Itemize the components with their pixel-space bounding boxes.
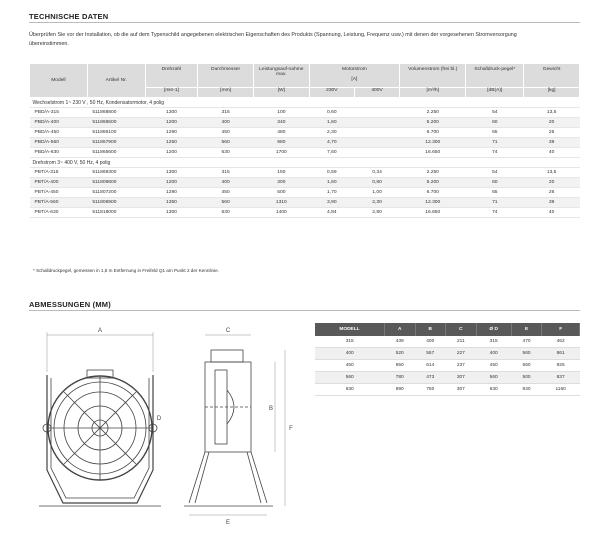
table-row (315, 360, 580, 372)
footnote: * Schalldruckpegel, gemessen in 1,5 m Entfernung in Freifeld Q1 am Punkt 2 der Kennlinie. (33, 268, 219, 273)
spec-cell: 1200 (145, 178, 198, 188)
dimensions-table (315, 323, 580, 396)
tech-data-title: TECHNISCHE DATEN (29, 12, 109, 21)
table-row (30, 168, 580, 178)
th-power-unit: [W] (253, 88, 309, 98)
th-volume: Volumenstrom (frei bl.) (400, 64, 466, 88)
th-speed: Drehzahl (145, 64, 198, 88)
spec-cell: 560 (198, 138, 254, 148)
spec-cell: 300 (253, 178, 309, 188)
spec-cell: 1290 (145, 188, 198, 198)
spec-cell: 511869600 (87, 118, 145, 128)
th-230v: 230V (309, 88, 354, 98)
dimensions-title: ABMESSUNGEN (MM) (29, 300, 111, 309)
dim-cell: 315 (476, 336, 511, 348)
spec-cell: 511806900 (87, 198, 145, 208)
spec-cell: 40 (524, 208, 580, 218)
dim-cell: 400 (315, 348, 384, 360)
table-row (315, 384, 580, 396)
spec-cell: 60 (466, 178, 524, 188)
dim-cell: 750 (415, 384, 446, 396)
spec-cell: 400 (198, 118, 254, 128)
dim-cell: 890 (384, 384, 415, 396)
dim-cell: 560 (476, 372, 511, 384)
spec-cell (354, 128, 399, 138)
spec-cell (354, 108, 399, 118)
spec-cell: 65 (466, 188, 524, 198)
dim-cell: 861 (542, 348, 580, 360)
spec-cell: 0,80 (354, 178, 399, 188)
spec-cell: 20 (524, 178, 580, 188)
spec-cell: 12.300 (400, 138, 466, 148)
dim-cell: 227 (446, 348, 477, 360)
dim-cell: 473 (415, 372, 446, 384)
dim-cell: 450 (476, 360, 511, 372)
spec-cell: 3,90 (309, 198, 354, 208)
spec-cell: 1300 (145, 168, 198, 178)
dim-cell: 500 (511, 372, 542, 384)
spec-cell (354, 148, 399, 158)
th-weight: Gewicht (524, 64, 580, 88)
th-current-label: Motorstrom (342, 67, 367, 72)
spec-cell: 74 (466, 208, 524, 218)
dim-cell: 470 (511, 336, 542, 348)
spec-cell: 5.200 (400, 178, 466, 188)
dim-cell: 837 (542, 372, 580, 384)
spec-cell: 511886100 (87, 128, 145, 138)
table-row (30, 148, 580, 158)
table-row (30, 108, 580, 118)
spec-cell: PBD/A-630 (30, 148, 88, 158)
table-row (315, 336, 580, 348)
spec-cell: 480 (253, 128, 309, 138)
spec-cell: 7,60 (309, 148, 354, 158)
dim-cell: 400 (415, 336, 446, 348)
spec-cell: PBT/A-315 (30, 168, 88, 178)
dim-cell: 630 (476, 384, 511, 396)
spec-cell: 511869300 (87, 168, 145, 178)
spec-cell: 4,70 (309, 138, 354, 148)
spec-cell: 1400 (253, 208, 309, 218)
spec-cell: 13,5 (524, 108, 580, 118)
dim-cell: 450 (315, 360, 384, 372)
dim-cell: 560 (511, 348, 542, 360)
spec-cell: PBD/A-315 (30, 108, 88, 118)
dim-cell: 315 (315, 336, 384, 348)
table-row (315, 348, 580, 360)
spec-cell: 5.200 (400, 118, 466, 128)
spec-cell: 450 (198, 188, 254, 198)
dim-header-cell: B (415, 323, 446, 336)
spec-cell: 1,60 (309, 118, 354, 128)
spec-cell (354, 118, 399, 128)
dim-cell: 307 (446, 372, 477, 384)
spec-cell: 2,30 (354, 198, 399, 208)
dim-cell: 439 (384, 336, 415, 348)
spec-cell: PBT/A-450 (30, 188, 88, 198)
spec-cell: 1,60 (309, 178, 354, 188)
spec-cell: 1310 (253, 198, 309, 208)
dim-header-cell: C (446, 323, 477, 336)
dim-cell: 560 (511, 360, 542, 372)
spec-cell: 315 (198, 108, 254, 118)
spec-cell: 6.700 (400, 188, 466, 198)
spec-cell: 511807200 (87, 188, 145, 198)
dim-cell: 650 (384, 360, 415, 372)
spec-cell: PBD/A-450 (30, 128, 88, 138)
th-weight-unit: [kg] (524, 88, 580, 98)
th-current-unit: [A] (351, 77, 358, 82)
table-row (30, 138, 580, 148)
dim-cell: 614 (415, 360, 446, 372)
spec-cell: 0,34 (354, 168, 399, 178)
spec-cell: 511865600 (87, 148, 145, 158)
spec-cell: 1700 (253, 148, 309, 158)
dim-cell: 237 (446, 360, 477, 372)
th-400v: 400V (354, 88, 399, 98)
table-row (30, 178, 580, 188)
dim-cell: 925 (542, 360, 580, 372)
spec-cell: 40 (524, 148, 580, 158)
th-noise: Schalldruck-pegel* (466, 64, 524, 88)
spec-cell: PBD/A-400 (30, 118, 88, 128)
th-model: Modell (30, 64, 88, 98)
dim-label-f: F (289, 426, 293, 432)
spec-cell: 500 (253, 188, 309, 198)
dim-header-cell: F (542, 323, 580, 336)
th-diameter-unit: [mm] (198, 88, 254, 98)
spec-cell: 511818000 (87, 208, 145, 218)
dim-label-c: C (225, 328, 231, 334)
spec-cell: 630 (198, 148, 254, 158)
spec-cell: 630 (198, 208, 254, 218)
spec-cell: 26 (524, 188, 580, 198)
dim-cell: 630 (315, 384, 384, 396)
dim-cell: 462 (542, 336, 580, 348)
spec-cell: 2.250 (400, 168, 466, 178)
spec-cell: 2,80 (354, 208, 399, 218)
dim-cell: 1160 (542, 384, 580, 396)
table-row (30, 128, 580, 138)
spec-cell (354, 138, 399, 148)
dim-cell: 560 (315, 372, 384, 384)
dim-label-a: A (97, 328, 103, 334)
dim-header-cell: E (511, 323, 542, 336)
spec-cell: 315 (198, 168, 254, 178)
spec-cell: PBD/A-560 (30, 138, 88, 148)
spec-cell: 26 (524, 128, 580, 138)
spec-cell: 74 (466, 148, 524, 158)
spec-cell: 16.650 (400, 148, 466, 158)
th-noise-unit: [dB(A)] (466, 88, 524, 98)
dim-header-cell: Ø D (476, 323, 511, 336)
spec-cell: 100 (253, 108, 309, 118)
spec-cell: 54 (466, 168, 524, 178)
spec-cell: 60 (466, 118, 524, 128)
th-article: Artikel Nr. (87, 64, 145, 98)
spec-cell: 1300 (145, 108, 198, 118)
dim-cell: 840 (511, 384, 542, 396)
intro-text: Überprüfen Sie vor der Installation, ob die auf dem Typenschild angegebenen elektrischen Eigenschaften des Produkts (Spannung, Leistung, Frequenz usw.) mit denen der vorgesehenen Stromversorgung übereinstimmen. (29, 32, 517, 47)
spec-cell: 0,59 (309, 168, 354, 178)
spec-cell: 150 (253, 168, 309, 178)
th-diameter: Durchmesser (198, 64, 254, 88)
spec-cell: 12.300 (400, 198, 466, 208)
spec-cell: 65 (466, 128, 524, 138)
spec-cell: 1200 (145, 118, 198, 128)
spec-cell: 4,84 (309, 208, 354, 218)
spec-cell: 400 (198, 178, 254, 188)
spec-cell: 1200 (145, 148, 198, 158)
tech-title-rule (29, 22, 580, 23)
spec-cell: PBT/A-400 (30, 178, 88, 188)
table-row (30, 198, 580, 208)
spec-cell: 1,70 (309, 188, 354, 198)
spec-cell: 1,00 (354, 188, 399, 198)
spec-cell: 340 (253, 118, 309, 128)
spec-cell: 54 (466, 108, 524, 118)
spec-cell: 511868800 (87, 108, 145, 118)
spec-cell: PBT/A-630 (30, 208, 88, 218)
dim-cell: 307 (446, 384, 477, 396)
dim-header-cell: A (384, 323, 415, 336)
fan-dimension-drawing (29, 320, 309, 530)
table-row (315, 372, 580, 384)
table-row (30, 208, 580, 218)
dim-header-cell: MODELL (315, 323, 384, 336)
spec-cell: 39 (524, 198, 580, 208)
spec-cell: 1350 (145, 198, 198, 208)
spec-cell: 560 (198, 198, 254, 208)
spec-cell: 16.650 (400, 208, 466, 218)
spec-cell: 2,30 (309, 128, 354, 138)
spec-cell: 2.250 (400, 108, 466, 118)
spec-cell: 0,60 (309, 108, 354, 118)
th-volume-unit: [m³/h] (400, 88, 466, 98)
spec-cell: 450 (198, 128, 254, 138)
th-power: Leistungsauf-nahme max. (253, 64, 309, 88)
spec-cell: 511809800 (87, 178, 145, 188)
th-current (309, 64, 399, 88)
spec-cell: 71 (466, 138, 524, 148)
spec-cell: 1300 (145, 208, 198, 218)
spec-cell: PBT/A-560 (30, 198, 88, 208)
spec-cell: 511867900 (87, 138, 145, 148)
spec-table (29, 63, 580, 218)
dim-cell: 557 (415, 348, 446, 360)
spec-cell: 39 (524, 138, 580, 148)
dim-cell: 400 (476, 348, 511, 360)
spec-cell: 6.700 (400, 128, 466, 138)
dim-cell: 780 (384, 372, 415, 384)
table-row (30, 188, 580, 198)
dim-label-e: E (225, 520, 231, 526)
dim-label-d: D (156, 416, 162, 422)
table-row (30, 118, 580, 128)
spec-cell: 980 (253, 138, 309, 148)
spec-cell: 1290 (145, 128, 198, 138)
th-speed-unit: [min-1] (145, 88, 198, 98)
spec-cell: 13,5 (524, 168, 580, 178)
spec-cell: 71 (466, 198, 524, 208)
spec-cell: 20 (524, 118, 580, 128)
dim-label-b: B (268, 406, 274, 412)
dimensions-title-rule (29, 310, 580, 311)
group-three-phase: Drehstrom 3~ 400 V, 50 Hz, 4 polig (30, 158, 580, 168)
spec-cell: 1250 (145, 138, 198, 148)
group-single-phase: Wechselstrom 1~ 230 V , 50 Hz, Kondensatormotor, 4 polig (30, 98, 580, 108)
dim-cell: 211 (446, 336, 477, 348)
dim-cell: 520 (384, 348, 415, 360)
